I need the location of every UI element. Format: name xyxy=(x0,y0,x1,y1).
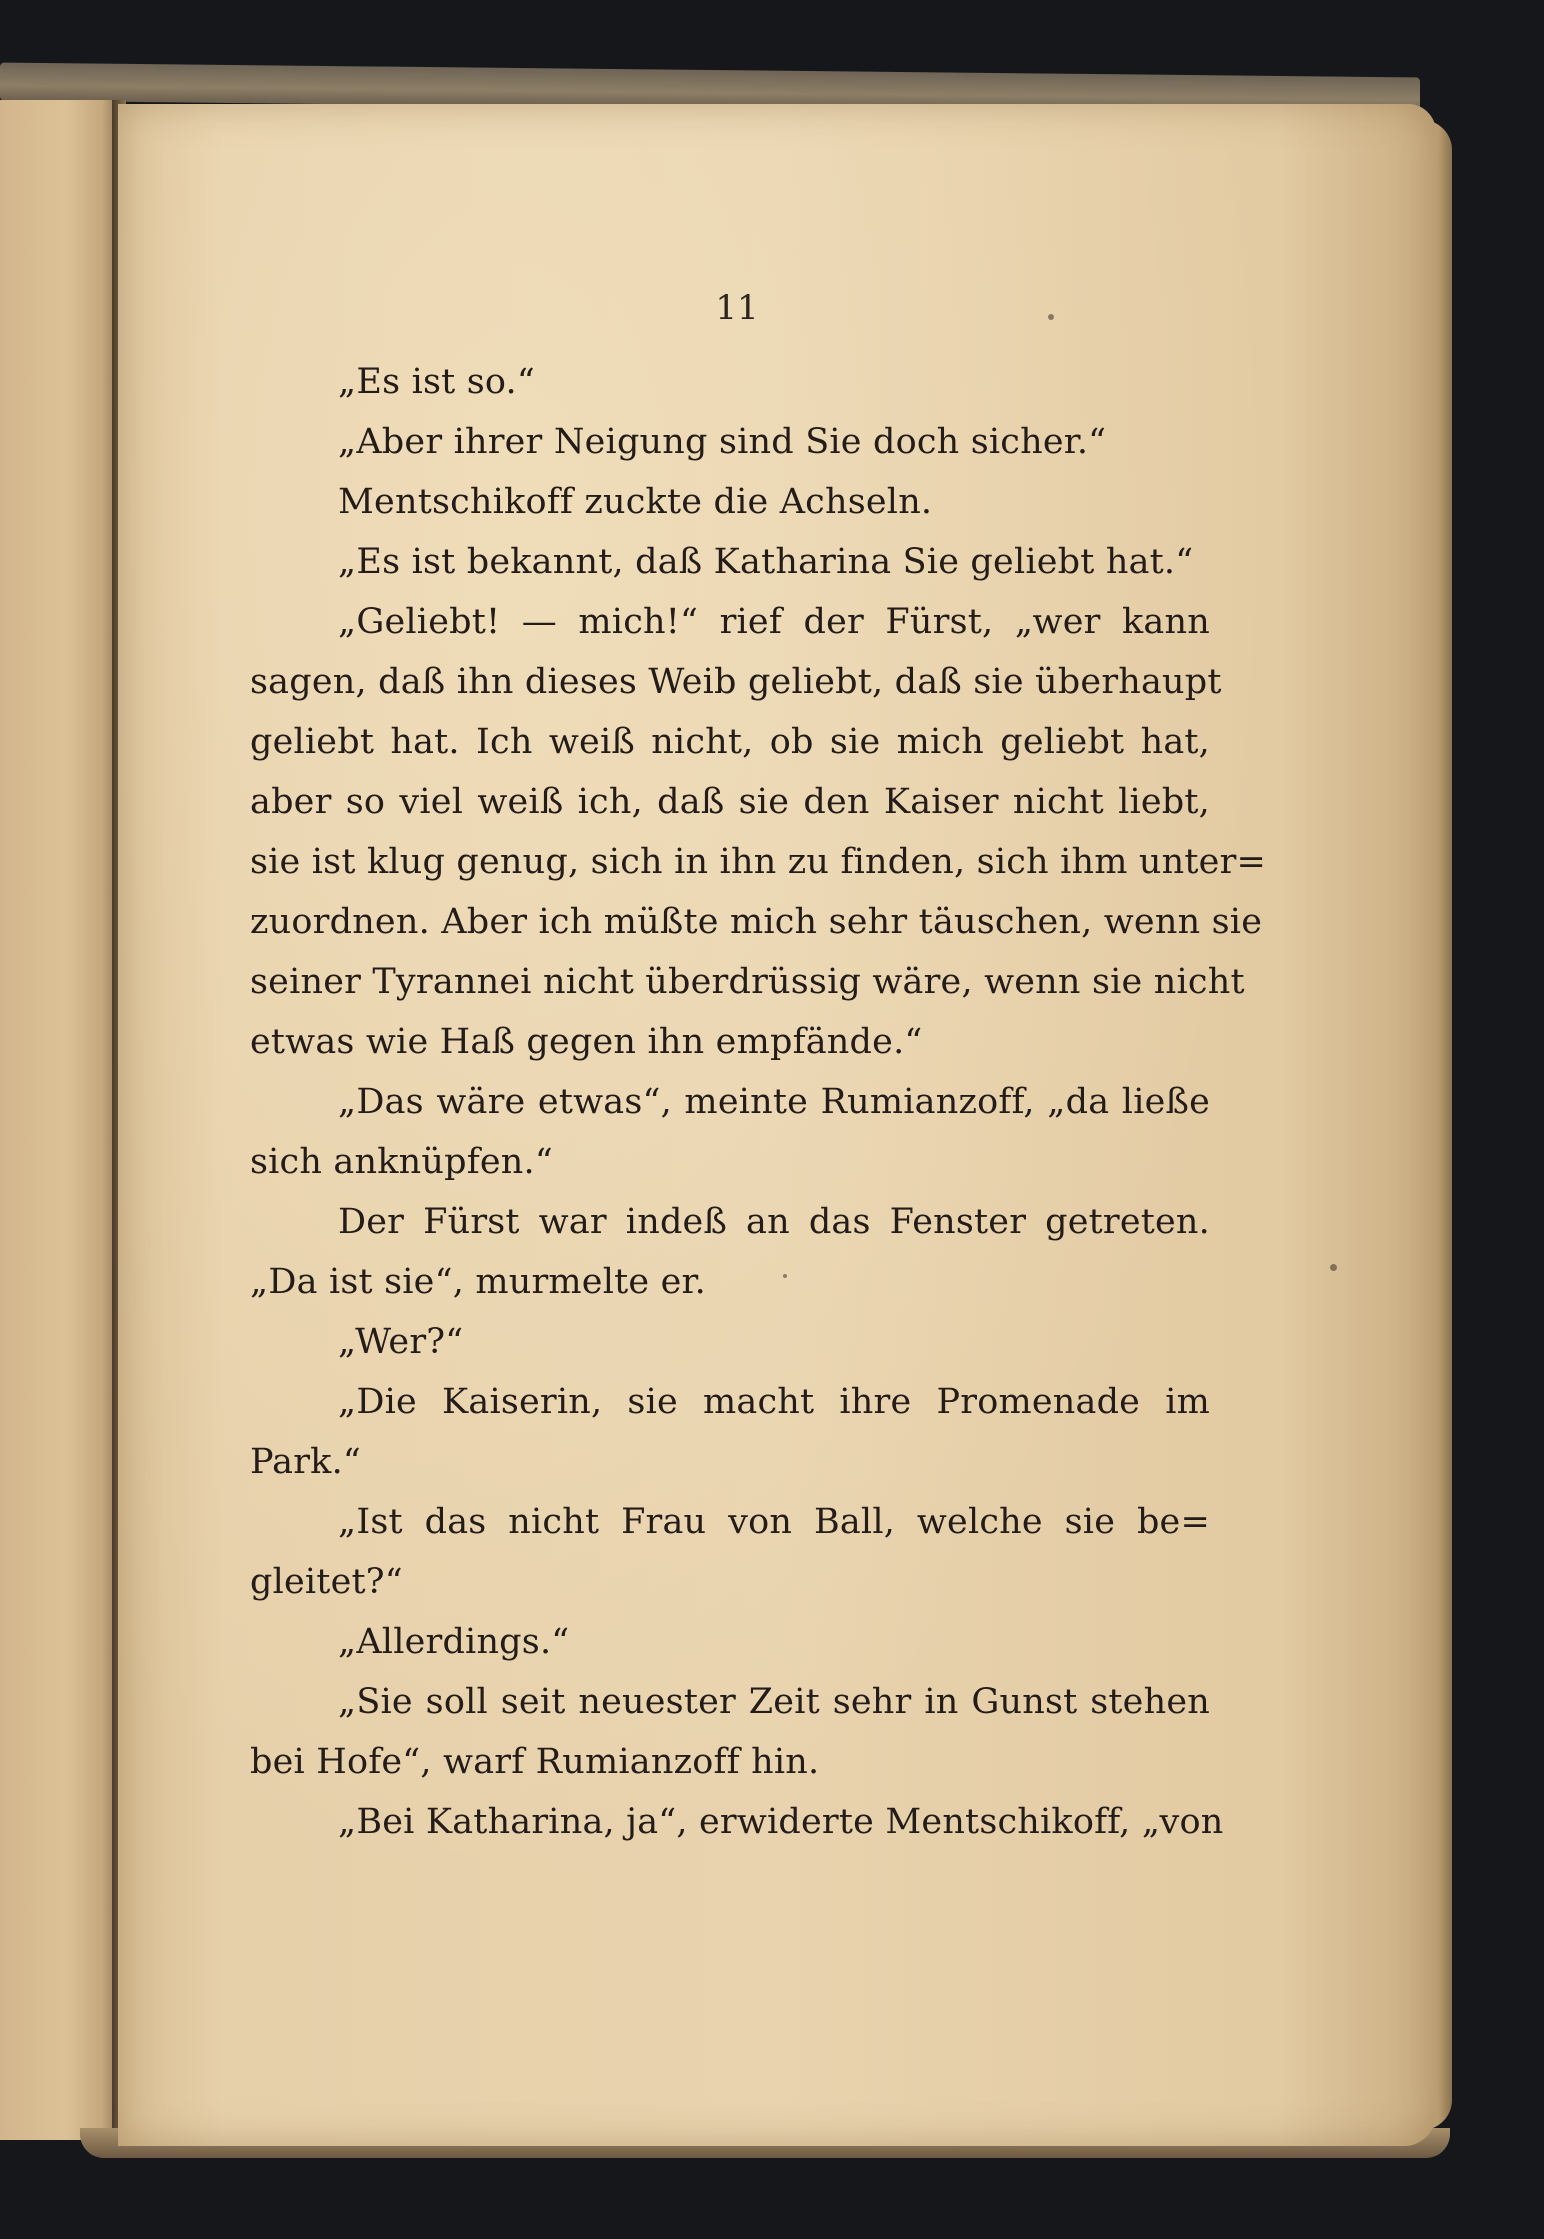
text-line: „Ist das nicht Frau von Ball, welche sie be= xyxy=(338,1502,1210,1542)
text-line: „Wer?“ xyxy=(338,1322,464,1362)
page-text xyxy=(250,352,1267,1852)
left-page-edge xyxy=(0,100,123,2140)
text-line: geliebt hat. Ich weiß nicht, ob sie mich geliebt hat, xyxy=(250,722,1210,762)
paper-speck xyxy=(1048,314,1054,320)
text-line: Park.“ xyxy=(250,1442,362,1482)
paper-speck xyxy=(783,1274,787,1278)
text-line: sie ist klug genug, sich in ihn zu finden, sich ihm unter= xyxy=(250,842,1267,882)
page-number: 11 xyxy=(715,288,759,328)
text-line: „Es ist so.“ xyxy=(338,362,535,402)
text-line: „Sie soll seit neuester Zeit sehr in Gunst stehen xyxy=(338,1682,1210,1722)
text-line: etwas wie Haß gegen ihn empfände.“ xyxy=(250,1022,923,1062)
text-line: „Allerdings.“ xyxy=(338,1622,570,1662)
text-line: „Geliebt! — mich!“ rief der Fürst, „wer kann xyxy=(338,602,1210,642)
text-line: sagen, daß ihn dieses Weib geliebt, daß sie überhaupt xyxy=(250,662,1222,702)
text-line: gleitet?“ xyxy=(250,1562,403,1602)
text-line: „Bei Katharina, ja“, erwiderte Mentschikoff, „von xyxy=(338,1802,1224,1842)
text-line: „Das wäre etwas“, meinte Rumianzoff, „da ließe xyxy=(338,1082,1210,1122)
text-line: seiner Tyrannei nicht überdrüssig wäre, wenn sie nicht xyxy=(250,962,1245,1002)
text-line: Mentschikoff zuckte die Achseln. xyxy=(338,482,933,522)
paper-speck xyxy=(1330,1264,1337,1271)
text-line: „Es ist bekannt, daß Katharina Sie geliebt hat.“ xyxy=(338,542,1194,582)
text-line: sich anknüpfen.“ xyxy=(250,1142,553,1182)
book-page xyxy=(118,104,1436,2146)
text-line: Der Fürst war indeß an das Fenster getreten. xyxy=(338,1202,1210,1242)
text-line: „Die Kaiserin, sie macht ihre Promenade im xyxy=(338,1382,1210,1422)
text-line: „Aber ihrer Neigung sind Sie doch sicher.“ xyxy=(338,422,1107,462)
text-line: bei Hofe“, warf Rumianzoff hin. xyxy=(250,1742,820,1782)
text-line: aber so viel weiß ich, daß sie den Kaiser nicht liebt, xyxy=(250,782,1210,822)
text-line: zuordnen. Aber ich müßte mich sehr täuschen, wenn sie xyxy=(250,902,1263,942)
text-line: „Da ist sie“, murmelte er. xyxy=(250,1262,706,1302)
